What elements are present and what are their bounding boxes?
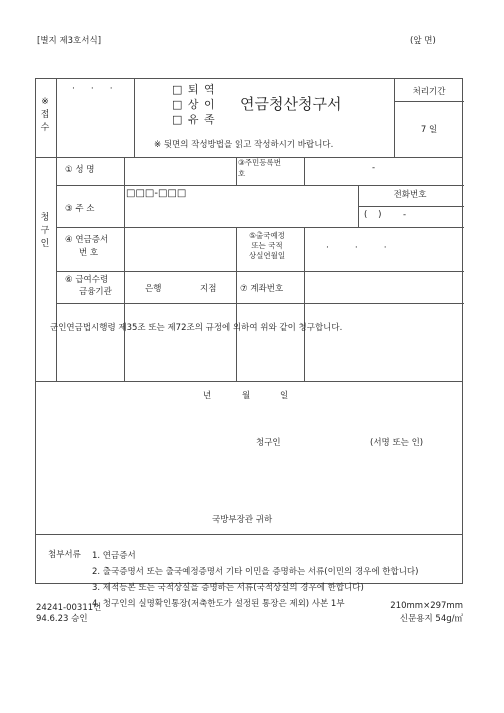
- date-year: 년: [203, 391, 212, 401]
- bank-label: ⑥ 급여수령 금융기관: [65, 275, 112, 297]
- signature-area[interactable]: (서명 또는 인): [370, 438, 424, 448]
- phone-field[interactable]: ( ) -: [364, 210, 407, 220]
- receipt-label: ※ 접 수: [40, 97, 50, 133]
- account-number-field[interactable]: [305, 275, 455, 299]
- form-number: [별지 제3호서식]: [37, 36, 102, 46]
- form-code: 24241-00311민: [36, 603, 102, 613]
- pension-cert-field[interactable]: [124, 232, 234, 258]
- rrn-dash: -: [372, 163, 376, 173]
- statement-text: 군인연금법시행령 제35조 또는 제72조의 규정에 의하여 위와 같이 청구합니다.: [50, 323, 343, 333]
- departure-date-label: ⑤출국예정 또는 국적 상실연월일: [248, 231, 286, 260]
- instruction-note: ※ 뒷면의 작성방법을 읽고 작성하시기 바랍니다.: [154, 140, 334, 150]
- attachment-item: 4. 청구인의 실명확인통장(저축한도가 설정된 통장은 제외) 사본 1부: [92, 599, 345, 609]
- claim-type-options[interactable]: [172, 82, 216, 127]
- form-title: 연금청산청구서: [240, 95, 342, 113]
- attachment-item: 1. 연금증서: [92, 551, 136, 561]
- pension-cert-label: ④ 연금증서 번 호: [65, 235, 109, 258]
- date-month: 월: [242, 391, 251, 401]
- option-injury[interactable]: □ 상 이: [172, 98, 216, 111]
- postal-code-boxes[interactable]: □□□-□□□: [126, 188, 187, 199]
- attachment-item: 2. 출국증명서 또는 출국예정증명서 기타 이민을 증명하는 서류(이민의 경우에 한합니다): [92, 567, 419, 577]
- claimant-sign-label: 청구인: [256, 438, 281, 448]
- approval-date: 94.6.23 승인: [36, 614, 88, 624]
- processing-period-label: 처리기간: [412, 87, 446, 97]
- attachment-item: 3. 제적등본 또는 국적상실을 증명하는 서류(국적상실의 경우에 한합니다): [92, 583, 364, 593]
- name-field[interactable]: [124, 158, 234, 180]
- phone-label: 전화번호: [393, 190, 427, 200]
- departure-date-dots[interactable]: · · ·: [326, 243, 387, 253]
- paper-type: 신문용지 54g/㎡: [399, 614, 463, 624]
- attachments-list: [92, 548, 418, 612]
- bank-name-suffix: 은행: [145, 284, 162, 294]
- rrn-label: ③주민등록번호: [238, 158, 281, 178]
- processing-period-value: 7 일: [420, 125, 438, 135]
- receipt-date-dots: · · ·: [72, 84, 113, 94]
- address-label: ③ 주 소: [65, 204, 95, 214]
- branch-suffix: 지점: [200, 284, 217, 294]
- attachments-label: 첨부서류: [48, 550, 81, 560]
- account-number-label: ⑦ 계좌번호: [240, 284, 284, 294]
- addressee: 국방부장관 귀하: [212, 515, 273, 525]
- option-retirement[interactable]: □ 퇴 역: [172, 83, 216, 96]
- option-survivor[interactable]: □ 유 족: [172, 113, 216, 126]
- date-day: 일: [280, 391, 289, 401]
- claimant-section-label: 청 구 인: [40, 213, 50, 249]
- name-label: ① 성 명: [65, 165, 95, 175]
- paper-size: 210mm×297mm: [390, 601, 463, 611]
- page-side: (앞 면): [410, 36, 436, 46]
